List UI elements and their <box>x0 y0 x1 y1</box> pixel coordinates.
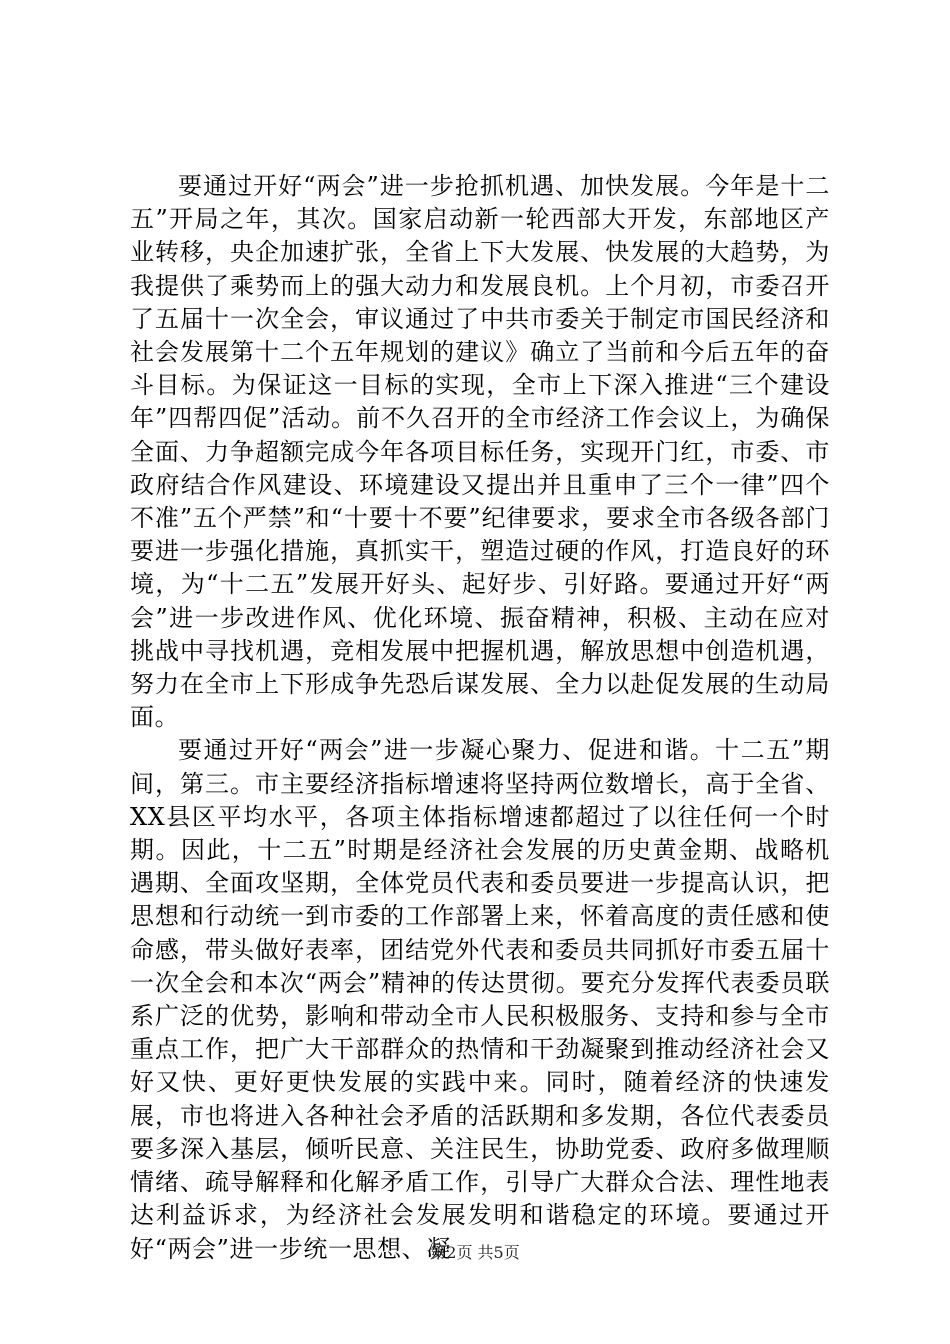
document-body <box>130 170 830 1266</box>
paragraph-2: 要通过开好“两会”进一步凝心聚力、促进和谐。十二五”期间，第三。市主要经济指标增速将坚持两位数增长，高于全省、XX县区平均水平，各项主体指标增速都超过了以往任何一个时期。因此，十二五”时期是经济社会发展的历史黄金期、战略机遇期、全面攻坚期，全体党员代表和委员要进一步提高认识，把思想和行动统一到市委的工作部署上来，怀着高度的责任感和使命感，带头做好表率，团结党外代表和委员共同抓好市委五届十一次全会和本次“两会”精神的传达贯彻。要充分发挥代表委员联系广泛的优势，影响和带动全市人民积极服务、支持和参与全市重点工作，把广大干部群众的热情和干劲凝聚到推动经济社会又好又快、更好更快发展的实践中来。同时，随着经济的快速发展，市也将进入各种社会矛盾的活跃期和多发期，各位代表委员要多深入基层，倾听民意、关注民生，协助党委、政府多做理顺情绪、疏导解释和化解矛盾工作，引导广大群众合法、理性地表达利益诉求，为经济社会发展发明和谐稳定的环境。要通过开好“两会”进一步统一思想、凝 <box>130 736 830 1263</box>
paragraph-1: 要通过开好“两会”进一步抢抓机遇、加快发展。今年是十二五”开局之年，其次。国家启动新一轮西部大开发，东部地区产业转移，央企加速扩张，全省上下大发展、快发展的大趋势，为我提供了乘势而上的强大动力和发展良机。上个月初，市委召开了五届十一次全会，审议通过了中共市委关于制定市国民经济和社会发展第十二个五年规划的建议》确立了当前和今后五年的奋斗目标。为保证这一目标的实现，全市上下深入推进“三个建设年”四帮四促”活动。前不久召开的全市经济工作会议上，为确保全面、力争超额完成今年各项目标任务，实现开门红，市委、市政府结合作风建设、环境建设又提出并且重申了三个一律”四个不准”五个严禁”和“十要十不要”纪律要求，要求全市各级各部门要进一步强化措施，真抓实干，塑造过硬的作风，打造良好的环境，为“十二五”发展开好头、起好步、引好路。要通过开好“两会”进一步改进作风、优化环境、振奋精神，积极、主动在应对挑战中寻找机遇，竞相发展中把握机遇，解放思想中创造机遇，努力在全市上下形成争先恐后谋发展、全力以赴促发展的生动局面。 <box>130 172 830 732</box>
page-footer: 第2页 共5页 <box>430 1243 520 1262</box>
